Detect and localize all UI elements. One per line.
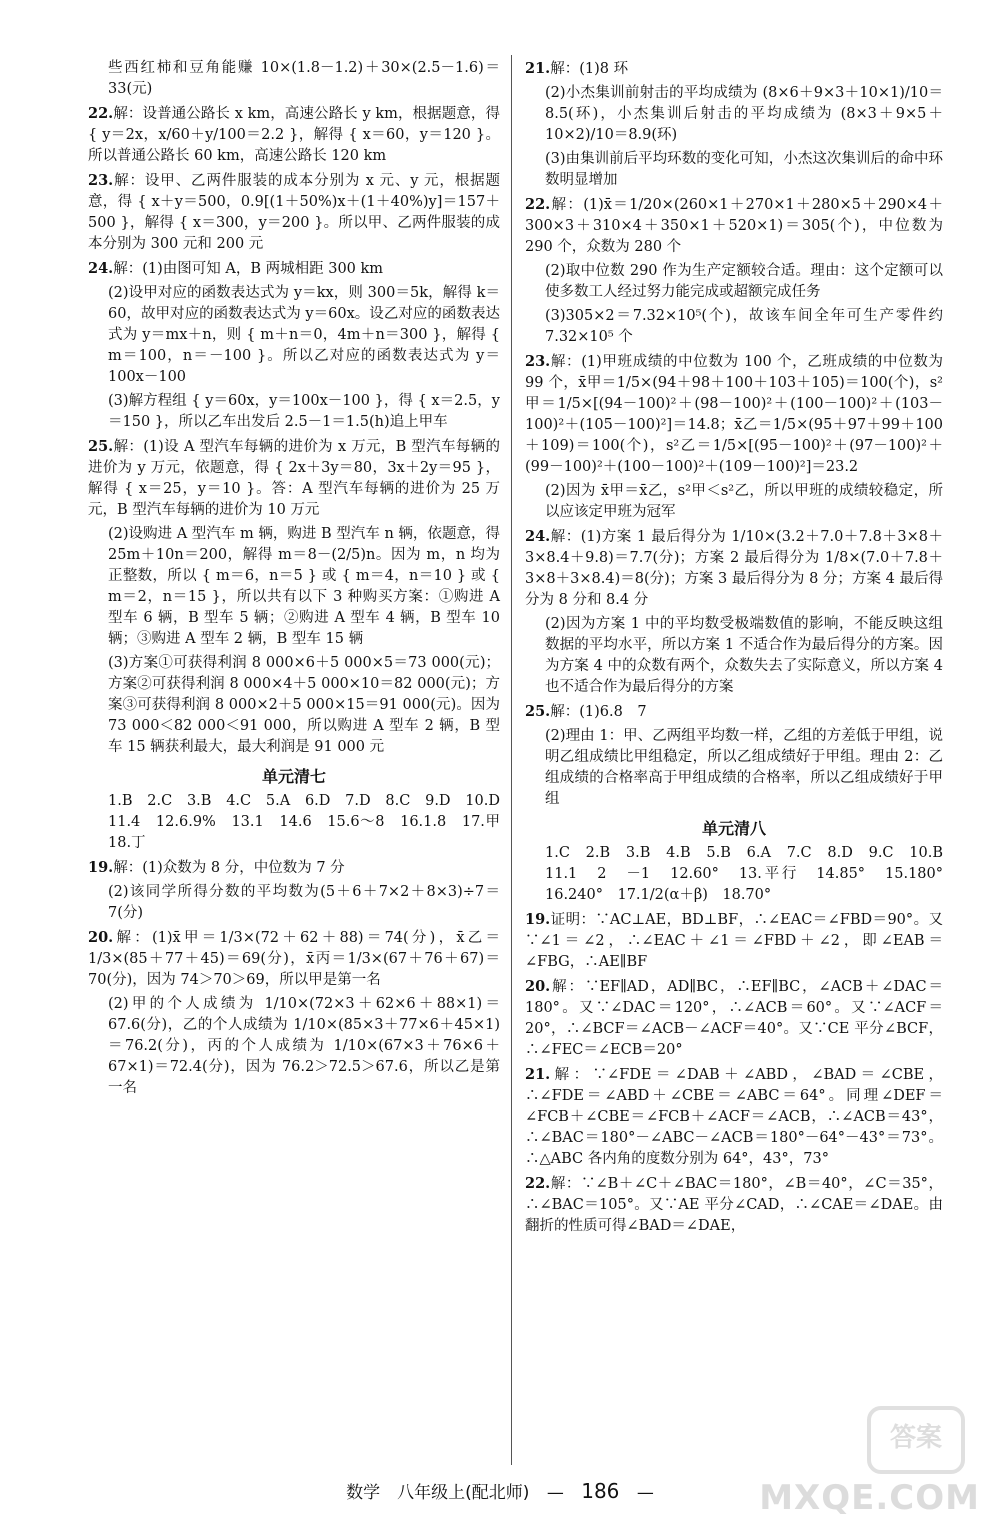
answer-text: (3)方案①可获得利润 8 000×6＋5 000×5＝73 000(元)；方案②可获得利润 8 000×4＋5 000×10＝82 000(元)；方案③可获得利润 8 000×2＋5 000×15＝91 000(元)。因为 73 000＜82 000＜91 000，所以购进 A 型车 2 辆，B 型车 15 辆获利最大，最大利润是 91 000 元 bbox=[108, 655, 505, 755]
answer-paragraph bbox=[525, 149, 943, 191]
question-number: 24. bbox=[525, 528, 551, 545]
answer-paragraph bbox=[525, 726, 943, 810]
answer-text: 解：(1)6.8 7 bbox=[550, 704, 647, 720]
answer-text: 1.C 2.B 3.B 4.B 5.B 6.A 7.C 8.D 9.C 10.B 11.1 2 －1 12.60° 13.平行 14.85° 15.180° 16.240° 17.1/2(α＋β) 18.70° bbox=[545, 845, 958, 903]
answer-text: (2)小杰集训前射击的平均成绩为 (8×6＋9×3＋10×1)/10＝8.5(环)，小杰集训后射击的平均成绩为 (8×3＋9×5＋10×2)/10＝8.9(环) bbox=[545, 85, 943, 143]
answer-paragraph bbox=[88, 103, 505, 167]
answer-text: (2)该同学所得分数的平均数为(5＋6＋7×2＋8×3)÷7＝7(分) bbox=[108, 884, 500, 921]
question-number: 21. bbox=[525, 60, 551, 77]
answer-text: (2)设甲对应的函数表达式为 y＝kx，则 300＝5k，解得 k＝60，故甲对应的函数表达式为 y＝60x。设乙对应的函数表达式为 y＝mx＋n，则 { m＋n＝0，4m＋n＝300 }，解得 { m＝100，n＝－100 }。所以乙对应的函数表达式为 y＝100x－100 bbox=[108, 285, 505, 385]
question-number: 23. bbox=[88, 172, 114, 189]
answer-paragraph bbox=[525, 481, 943, 523]
answer-paragraph bbox=[525, 1064, 943, 1170]
page-number: 186 bbox=[581, 1479, 620, 1503]
question-number: 22. bbox=[525, 1175, 551, 1192]
answer-text: (2)取中位数 290 作为生产定额较合适。理由：这个定额可以使多数工人经过努力能完成或超额完成任务 bbox=[545, 263, 943, 300]
answer-text: 解：设甲、乙两件服装的成本分别为 x 元、y 元，根据题意，得 { x＋y＝500，0.9[(1＋50%)x＋(1＋40%)y]＝157＋500 }，解得 { x＝300，y＝200 }。所以甲、乙两件服装的成本分别为 300 元和 200 元 bbox=[88, 173, 500, 252]
answer-text: 解：设普通公路长 x km，高速公路长 y km，根据题意，得 { y＝2x，x/60＋y/100＝2.2 }，解得 { x＝60，y＝120 }。所以普通公路长 60 km，高速公路长 120 km bbox=[88, 106, 505, 164]
answer-paragraph bbox=[525, 194, 948, 258]
section-heading: 单元清八 bbox=[701, 819, 766, 838]
answer-paragraph bbox=[525, 58, 943, 80]
answer-text: 解：(1)由图可知 A，B 两城相距 300 km bbox=[113, 261, 384, 277]
answer-paragraph bbox=[88, 882, 500, 924]
answer-paragraph bbox=[525, 306, 948, 348]
answer-paragraph bbox=[88, 436, 500, 521]
answer-text: 解：(1)众数为 8 分，中位数为 7 分 bbox=[113, 860, 345, 876]
answer-text: 解：∵∠FDE＝∠DAB＋∠ABD，∠BAD＝∠CBE，∴∠FDE＝∠ABD＋∠CBE＝∠ABC＝64°。同理∠DEF＝∠FCB＋∠CBE＝∠FCB＋∠ACF＝∠ACB，∴∠ACB＝43°，∴∠BAC＝180°－∠ABC－∠ACB＝180°－64°－43°＝73°。∴△ABC 各内角的度数分别为 64°，43°，73° bbox=[525, 1067, 943, 1167]
answer-text: (2)甲的个人成绩为 1/10×(72×3＋62×6＋88×1)＝67.6(分)，乙的个人成绩为 1/10×(85×3＋77×6＋45×1)＝76.2(分)，丙的个人成绩为 1/10×(67×3＋76×6＋67×1)＝72.4(分)，因为 76.2＞72.5＞67.6，所以乙是第一名 bbox=[108, 996, 500, 1096]
column-divider bbox=[511, 55, 512, 1465]
answer-paragraph bbox=[525, 614, 948, 698]
answer-paragraph bbox=[88, 791, 515, 854]
question-number: 22. bbox=[525, 196, 551, 213]
question-number: 21. bbox=[525, 1066, 551, 1083]
answer-text: (3)解方程组 { y＝60x，y＝100x－100 }，得 { x＝2.5，y＝150 }，所以乙车出发后 2.5－1＝1.5(h)追上甲车 bbox=[108, 393, 500, 430]
answer-paragraph bbox=[525, 843, 958, 906]
footer-dash-left: — bbox=[546, 1483, 564, 1503]
question-number: 25. bbox=[525, 703, 551, 720]
section-heading: 单元清七 bbox=[261, 767, 326, 786]
answer-paragraph bbox=[525, 909, 943, 973]
answer-paragraph bbox=[525, 701, 943, 723]
question-number: 19. bbox=[525, 911, 551, 928]
answer-text: 些西红柿和豆角能赚 10×(1.8－1.2)＋30×(2.5－1.6)＝33(元) bbox=[108, 60, 500, 97]
question-number: 20. bbox=[88, 929, 114, 946]
question-number: 19. bbox=[88, 859, 114, 876]
answer-paragraph bbox=[88, 927, 500, 991]
answer-paragraph bbox=[88, 653, 505, 758]
answer-text: 解：(1)甲班成绩的中位数为 100 个，乙班成绩的中位数为 99 个，x̄甲＝1/5×(94＋98＋100＋103＋105)＝100(个)，s²甲＝1/5×[(94－100)²＋(98－100)²＋(100－100)²＋(103－100)²＋(105－100)²]＝14.8；x̄乙＝1/5×(95＋97＋99＋100＋109)＝100(个)，s²乙＝1/5×[(95－100)²＋(97－100)²＋(99－100)²＋(100－100)²＋(109－100)²]＝23.2 bbox=[525, 354, 948, 475]
answer-paragraph bbox=[88, 391, 500, 433]
answer-text: 解：(1)8 环 bbox=[550, 61, 629, 77]
answer-paragraph bbox=[525, 976, 943, 1061]
answer-paragraph bbox=[525, 261, 943, 303]
answer-paragraph bbox=[525, 1173, 943, 1237]
answer-text: (2)设购进 A 型汽车 m 辆，购进 B 型汽车 n 辆，依题意，得 25m＋10n＝200，解得 m＝8－(2/5)n。因为 m，n 均为正整数，所以 { m＝6，n＝5 } 或 { m＝4，n＝10 } 或 { m＝2，n＝15 }，所以共有以下 3 种购买方案：①购进 A 型车 6 辆，B 型车 5 辆；②购进 A 型车 4 辆，B 型车 10 辆；③购进 A 型车 2 辆，B 型车 15 辆 bbox=[108, 526, 505, 647]
question-number: 23. bbox=[525, 353, 551, 370]
answer-paragraph bbox=[88, 170, 500, 255]
left-column bbox=[88, 58, 515, 1102]
answer-paragraph bbox=[525, 351, 948, 478]
answer-text: (3)305×2＝7.32×10⁵(个)，故该车间全年可生产零件约 7.32×10⁵ 个 bbox=[545, 308, 948, 345]
answer-text: (2)因为 x̄甲＝x̄乙，s²甲＜s²乙，所以甲班的成绩较稳定，所以应该定甲班为冠军 bbox=[545, 483, 943, 520]
answer-text: 证明：∵AC⊥AE，BD⊥BF，∴∠EAC＝∠FBD＝90°。又∵∠1＝∠2，∴∠EAC＋∠1＝∠FBD＋∠2，即∠EAB＝∠FBG，∴AE∥BF bbox=[525, 912, 943, 970]
answer-text: 解：∵∠B＋∠C＋∠BAC＝180°，∠B＝40°，∠C＝35°，∴∠BAC＝105°。又∵AE 平分∠CAD，∴∠CAE＝∠DAE。由翻折的性质可得∠BAD＝∠DAE， bbox=[525, 1176, 943, 1234]
answer-paragraph bbox=[88, 524, 505, 650]
answer-paragraph bbox=[88, 283, 505, 388]
footer-subject: 数学 八年级上(配北师) bbox=[346, 1483, 530, 1503]
question-number: 24. bbox=[88, 260, 114, 277]
question-number: 20. bbox=[525, 978, 551, 995]
answer-text: 解：(1)方案 1 最后得分为 1/10×(3.2＋7.0＋7.8＋3×8＋3×8.4＋9.8)＝7.7(分)；方案 2 最后得分为 1/8×(7.0＋7.8＋3×8＋3×8.4)＝8(分)；方案 3 最后得分为 8 分；方案 4 最后得分为 8 分和 8.4 分 bbox=[525, 529, 943, 608]
answer-paragraph bbox=[525, 83, 943, 146]
answer-text: (2)理由 1：甲、乙两组平均数一样，乙组的方差低于甲组，说明乙组成绩比甲组稳定，所以乙组成绩好于甲组。理由 2：乙组成绩的合格率高于甲组成绩的合格率，所以乙组成绩好于甲组 bbox=[545, 728, 943, 807]
watermark-logo: 答案 bbox=[867, 1406, 965, 1474]
answer-text: 解：(1)x̄甲＝1/3×(72＋62＋88)＝74(分)，x̄乙＝1/3×(85＋77＋45)＝69(分)，x̄丙＝1/3×(67＋76＋67)＝70(分)，因为 74＞70＞69，所以甲是第一名 bbox=[88, 930, 500, 988]
answer-paragraph bbox=[88, 994, 500, 1099]
answer-text: (2)因为方案 1 中的平均数受极端数值的影响，不能反映这组数据的平均水平，所以方案 1 不适合作为最后得分的方案。因为方案 4 中的众数有两个，众数失去了实际意义，所以方案 4 也不适合作为最后得分的方案 bbox=[545, 616, 948, 695]
answer-paragraph bbox=[88, 258, 500, 280]
answer-paragraph bbox=[525, 526, 943, 611]
answer-text: 解：(1)x̄＝1/20×(260×1＋270×1＋280×5＋290×4＋300×3＋310×4＋350×1＋520×1)＝305(个)，中位数为 290 个，众数为 280 个 bbox=[525, 197, 948, 255]
answer-paragraph bbox=[88, 58, 500, 100]
answer-text: 1.B 2.C 3.B 4.C 5.A 6.D 7.D 8.C 9.D 10.D 11.4 12.6.9% 13.1 14.6 15.6～8 16.1.8 17.甲 18.丁 bbox=[108, 793, 515, 851]
watermark-text: MXQE.COM bbox=[759, 1478, 980, 1518]
answer-text: (3)由集训前后平均环数的变化可知，小杰这次集训后的命中环数明显增加 bbox=[545, 151, 943, 188]
answer-paragraph bbox=[88, 857, 500, 879]
question-number: 22. bbox=[88, 105, 114, 122]
right-column bbox=[525, 58, 958, 1240]
question-number: 25. bbox=[88, 438, 114, 455]
answer-text: 解：∵EF∥AD，AD∥BC，∴EF∥BC，∠ACB＋∠DAC＝180°。又∵∠DAC＝120°，∴∠ACB＝60°。又∵∠ACF＝20°，∴∠BCF＝∠ACB－∠ACF＝40°。又∵CE 平分∠BCF，∴∠FEC＝∠ECB＝20° bbox=[525, 979, 943, 1058]
answer-text: 解：(1)设 A 型汽车每辆的进价为 x 万元，B 型汽车每辆的进价为 y 万元，依题意，得 { 2x＋3y＝80，3x＋2y＝95 }，解得 { x＝25，y＝10 }。答：A 型汽车每辆的进价为 25 万元，B 型汽车每辆的进价为 10 万元 bbox=[88, 439, 500, 518]
footer-dash-right: — bbox=[636, 1483, 654, 1503]
